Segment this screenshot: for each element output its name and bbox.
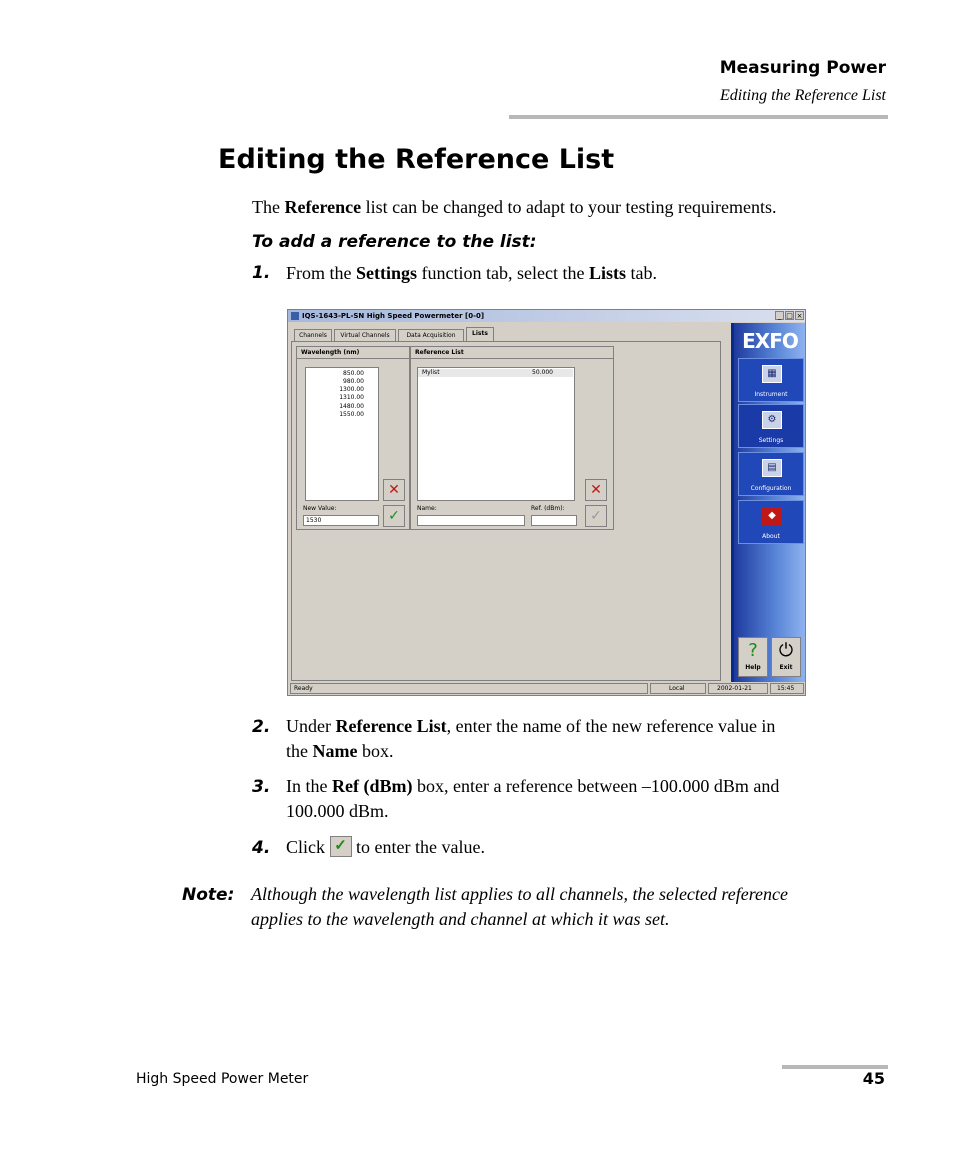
footer-product-name: High Speed Power Meter [136, 1071, 309, 1087]
instrument-icon: ▦ [762, 365, 782, 383]
checkmark-icon: ✓ [330, 836, 352, 857]
nav-label: Configuration [750, 485, 792, 492]
status-time: 15:45 [770, 683, 804, 694]
settings-icon: ⚙ [762, 411, 782, 429]
step-text: In the [286, 776, 332, 796]
name-label: Name: [417, 505, 437, 512]
window-titlebar [288, 310, 805, 322]
step-text: box. [357, 741, 394, 761]
intro-text: The [252, 197, 285, 217]
list-item[interactable]: 1310.00 [339, 394, 364, 401]
tab-channels[interactable]: Channels [294, 329, 332, 341]
app-screenshot-window [287, 309, 806, 696]
running-header-subtitle: Editing the Reference List [719, 87, 886, 104]
power-icon: ⏻ [778, 640, 794, 661]
running-header-title: Measuring Power [719, 58, 886, 78]
step-3-text [286, 774, 779, 824]
list-item[interactable]: 1550.00 [339, 411, 364, 418]
status-text: Ready [290, 683, 648, 694]
step-text: Click [286, 837, 330, 857]
note-text [251, 882, 788, 932]
nav-label: Instrument [754, 391, 788, 398]
intro-paragraph [252, 195, 777, 220]
close-icon[interactable]: × [796, 312, 803, 320]
reference-group [410, 346, 614, 530]
new-value-label: New Value: [303, 505, 337, 512]
app-icon [291, 312, 299, 320]
step-number: 2. [252, 717, 271, 737]
step-bold: Name [312, 741, 358, 761]
step-2-text [286, 714, 775, 764]
step-bold: Settings [356, 263, 418, 283]
nav-configuration[interactable] [738, 452, 804, 496]
tab-lists[interactable]: Lists [466, 327, 494, 342]
configuration-icon: ▤ [762, 459, 782, 477]
accept-reference-button[interactable]: ✓ [585, 505, 607, 527]
step-text: box, enter a reference between –100.000 dBm and [412, 776, 780, 796]
step-1-text [286, 261, 657, 286]
nav-label: Settings [758, 437, 784, 444]
status-mode: Local [650, 683, 706, 694]
reference-value: 50.000 [532, 369, 553, 376]
status-bar [288, 682, 805, 695]
note-label: Note: [182, 885, 235, 905]
reference-list[interactable] [417, 367, 575, 501]
minimize-icon[interactable]: _ [775, 311, 784, 320]
accept-wavelength-button[interactable]: ✓ [383, 505, 405, 527]
note-line: applies to the wavelength and channel at which it was set. [251, 909, 670, 929]
intro-bold: Reference [284, 197, 362, 217]
ref-dbm-input[interactable] [531, 515, 577, 526]
maximize-icon[interactable]: □ [786, 312, 793, 320]
name-input[interactable] [417, 515, 525, 526]
step-bold: Lists [588, 263, 626, 283]
status-date: 2002-01-21 [708, 683, 768, 694]
step-text: tab. [625, 263, 657, 283]
exfo-logo: EXFO [742, 329, 798, 353]
section-title: Editing the Reference List [218, 144, 615, 175]
list-item[interactable]: 1480.00 [339, 403, 364, 410]
intro-text-rest: list can be changed to adapt to your testing requirements. [361, 197, 777, 217]
step-text: From the [286, 263, 356, 283]
help-label: Help [745, 664, 761, 671]
wavelength-group [296, 346, 410, 530]
tab-data-acquisition[interactable]: Data Acquisition [398, 329, 464, 341]
delete-wavelength-button[interactable]: ✕ [383, 479, 405, 501]
wavelength-header: Wavelength (nm) [297, 347, 409, 359]
list-item[interactable]: 980.00 [343, 378, 364, 385]
help-button[interactable] [738, 637, 768, 677]
note-line: Although the wavelength list applies to all channels, the selected reference [251, 884, 789, 904]
reference-header: Reference List [411, 347, 613, 359]
step-number: 4. [252, 838, 271, 858]
page-number: 45 [862, 1069, 885, 1088]
wavelength-list[interactable] [305, 367, 379, 501]
reference-name: Mylist [422, 369, 440, 376]
tab-virtual-channels[interactable]: Virtual Channels [334, 329, 396, 341]
exit-label: Exit [779, 664, 793, 671]
about-icon: ◆ [762, 507, 782, 525]
procedure-heading: To add a reference to the list: [252, 232, 537, 252]
step-number: 3. [252, 777, 271, 797]
step-text: function tab, select the [417, 263, 589, 283]
step-4-text [286, 835, 485, 860]
nav-settings[interactable] [738, 404, 804, 448]
step-text: 100.000 dBm. [286, 801, 389, 821]
step-number: 1. [252, 263, 271, 283]
header-rule [509, 115, 888, 119]
step-bold: Reference List [335, 716, 447, 736]
nav-sidebar [731, 323, 805, 682]
window-title: IQS-1643-PL-SN High Speed Powermeter [0-0] [302, 312, 485, 320]
list-item[interactable]: 850.00 [343, 370, 364, 377]
nav-label: About [762, 533, 780, 540]
step-text: Under [286, 716, 336, 736]
exit-button[interactable] [771, 637, 801, 677]
help-icon: ? [748, 640, 758, 661]
nav-instrument[interactable] [738, 358, 804, 402]
lists-panel [291, 341, 721, 681]
delete-reference-button[interactable]: ✕ [585, 479, 607, 501]
reference-row[interactable] [418, 369, 573, 377]
nav-about[interactable] [738, 500, 804, 544]
step-text: to enter the value. [351, 837, 485, 857]
step-text: , enter the name of the new reference value in [446, 716, 776, 736]
step-bold: Ref (dBm) [331, 776, 413, 796]
list-item[interactable]: 1300.00 [339, 386, 364, 393]
step-text: the [286, 741, 313, 761]
ref-dbm-label: Ref. (dBm): [531, 505, 565, 512]
new-value-input[interactable]: 1530 [303, 515, 379, 526]
